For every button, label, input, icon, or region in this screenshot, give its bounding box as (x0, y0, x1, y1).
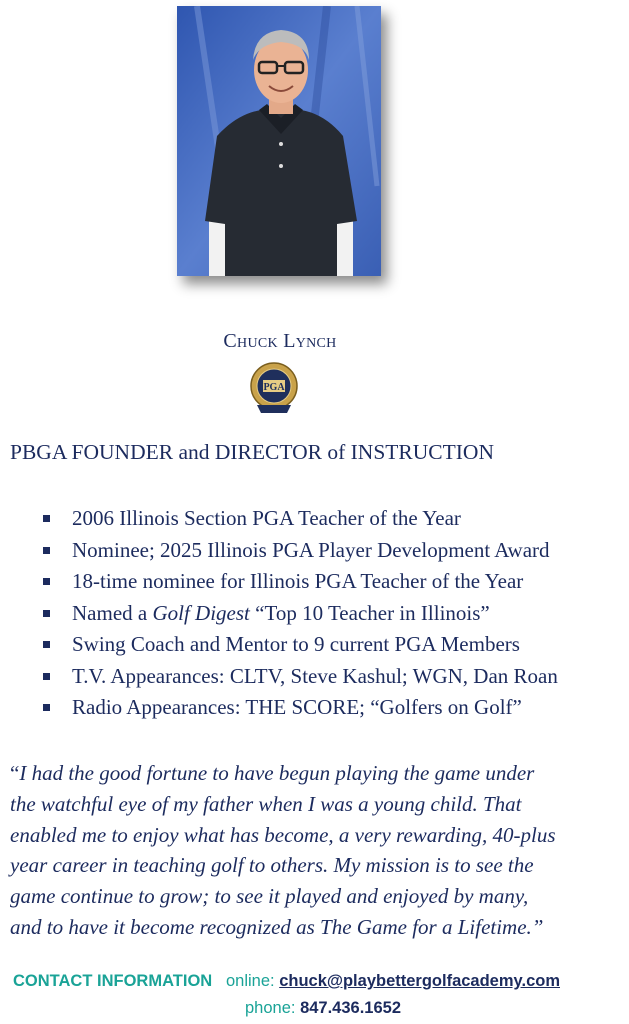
mission-quote (10, 758, 626, 943)
list-item: Swing Coach and Mentor to 9 current PGA Members (0, 631, 629, 663)
portrait-photo-icon (177, 6, 381, 276)
contact-label: CONTACT INFORMATION (13, 972, 213, 990)
bullet-square-icon (43, 641, 50, 648)
bullet-square-icon (43, 673, 50, 680)
quote-line: “I had the good fortune to have begun playing the game under (10, 761, 535, 785)
list-item: T.V. Appearances: CLTV, Steve Kashul; WGN, Dan Roan (0, 663, 629, 695)
list-item: 18-time nominee for Illinois PGA Teacher of the Year (0, 568, 629, 600)
seal-text: PGA (263, 382, 285, 393)
profile-photo (177, 6, 381, 276)
bullet-square-icon (43, 704, 50, 711)
contact-row-phone (245, 999, 401, 1018)
role-heading: PBGA FOUNDER and DIRECTOR of INSTRUCTION (10, 440, 494, 464)
quote-line: enabled me to enjoy what has become, a very rewarding, 40-plus (10, 822, 556, 847)
quote-line: year career in teaching golf to others. My mission is to see the (10, 853, 534, 878)
list-item: 2006 Illinois Section PGA Teacher of the Year (0, 505, 629, 537)
list-item: Nominee; 2025 Illinois PGA Player Development Award (0, 537, 629, 569)
contact-row-online (13, 972, 560, 991)
bullet-square-icon (43, 515, 50, 522)
quote-line: and to have it become recognized as The Game for a Lifetime.” (10, 914, 544, 939)
email-link[interactable]: chuck@playbettergolfacademy.com (279, 972, 560, 990)
phone-number[interactable]: 847.436.1652 (300, 999, 401, 1017)
bullet-square-icon (43, 610, 50, 617)
quote-line: the watchful eye of my father when I was a young child. That (10, 791, 522, 816)
phone-label: phone: (245, 999, 296, 1017)
pga-seal-icon (249, 361, 299, 415)
bullet-square-icon (43, 547, 50, 554)
quote-line: game continue to grow; to see it played and enjoyed by many, (10, 884, 529, 909)
list-item: Named a Golf Digest “Top 10 Teacher in Illinois” (0, 600, 629, 632)
bullet-square-icon (43, 578, 50, 585)
list-item: Radio Appearances: THE SCORE; “Golfers on Golf” (0, 694, 629, 726)
person-name: Chuck Lynch (223, 330, 337, 352)
achievements-list (0, 505, 629, 726)
online-label: online: (225, 972, 275, 990)
